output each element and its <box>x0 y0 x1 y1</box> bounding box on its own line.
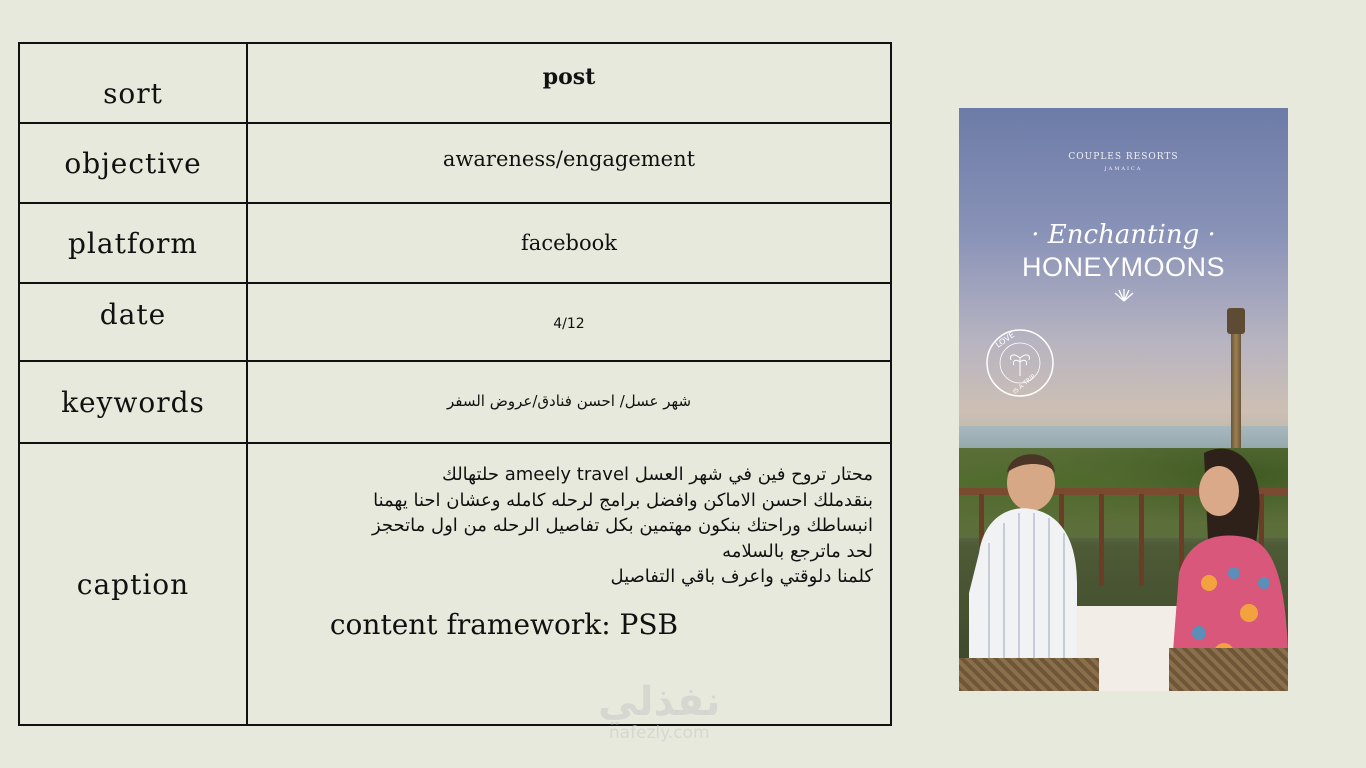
row-label-objective: objective <box>19 123 247 203</box>
svg-text:IS A TRIP: IS A TRIP <box>1011 372 1037 396</box>
caption-line: كلمنا دلوقتي واعرف باقي التفاصيل <box>610 566 873 587</box>
caption-line: انبساطك وراحتك بنكون مهتمين بكل تفاصيل الرحله من اول ماتحجز <box>371 515 873 536</box>
row-value-sort: post <box>247 43 891 123</box>
svg-text:LOVE: LOVE <box>993 330 1017 350</box>
caption-text <box>248 462 873 590</box>
row-value-platform: facebook <box>247 203 891 283</box>
poster-headline-2: HONEYMOONS <box>1021 252 1226 282</box>
honeymoon-poster-image <box>959 108 1288 691</box>
wicker-chair <box>1169 648 1288 691</box>
row-value-caption <box>247 443 891 725</box>
poster-headline: · Enchanting · <box>1031 220 1216 250</box>
row-label-platform: platform <box>19 203 247 283</box>
content-plan-table <box>18 42 892 726</box>
poster-brand: COUPLES RESORTS JAMAICA <box>1068 152 1179 172</box>
caption-line: محتار تروح فين في شهر العسل ameely travel حلتهالك <box>442 464 873 485</box>
row-label-caption: caption <box>19 443 247 725</box>
love-is-a-trip-badge <box>985 328 1055 398</box>
row-value-date: 4/12 <box>247 283 891 361</box>
man-figure <box>969 443 1079 691</box>
row-label-sort: sort <box>19 43 247 123</box>
row-value-objective: awareness/engagement <box>247 123 891 203</box>
row-value-keywords: شهر عسل/ احسن فنادق/عروض السفر <box>247 361 891 443</box>
fan-ornament-icon <box>1113 288 1135 302</box>
row-label-date: date <box>19 283 247 361</box>
watermark: نفذلي nafezly.com <box>598 679 721 743</box>
row-label-keywords: keywords <box>19 361 247 443</box>
wicker-chair-2 <box>959 658 1099 691</box>
tiki-torch-head <box>1227 308 1245 334</box>
tiki-torch <box>1231 328 1241 448</box>
content-framework: content framework: PSB <box>329 607 679 641</box>
caption-line: لحد ماترجع بالسلامه <box>722 540 873 562</box>
caption-line: بنقدملك احسن الاماكن وافضل برامج لرحله كامله وعشان احنا يهمنا <box>373 489 873 511</box>
